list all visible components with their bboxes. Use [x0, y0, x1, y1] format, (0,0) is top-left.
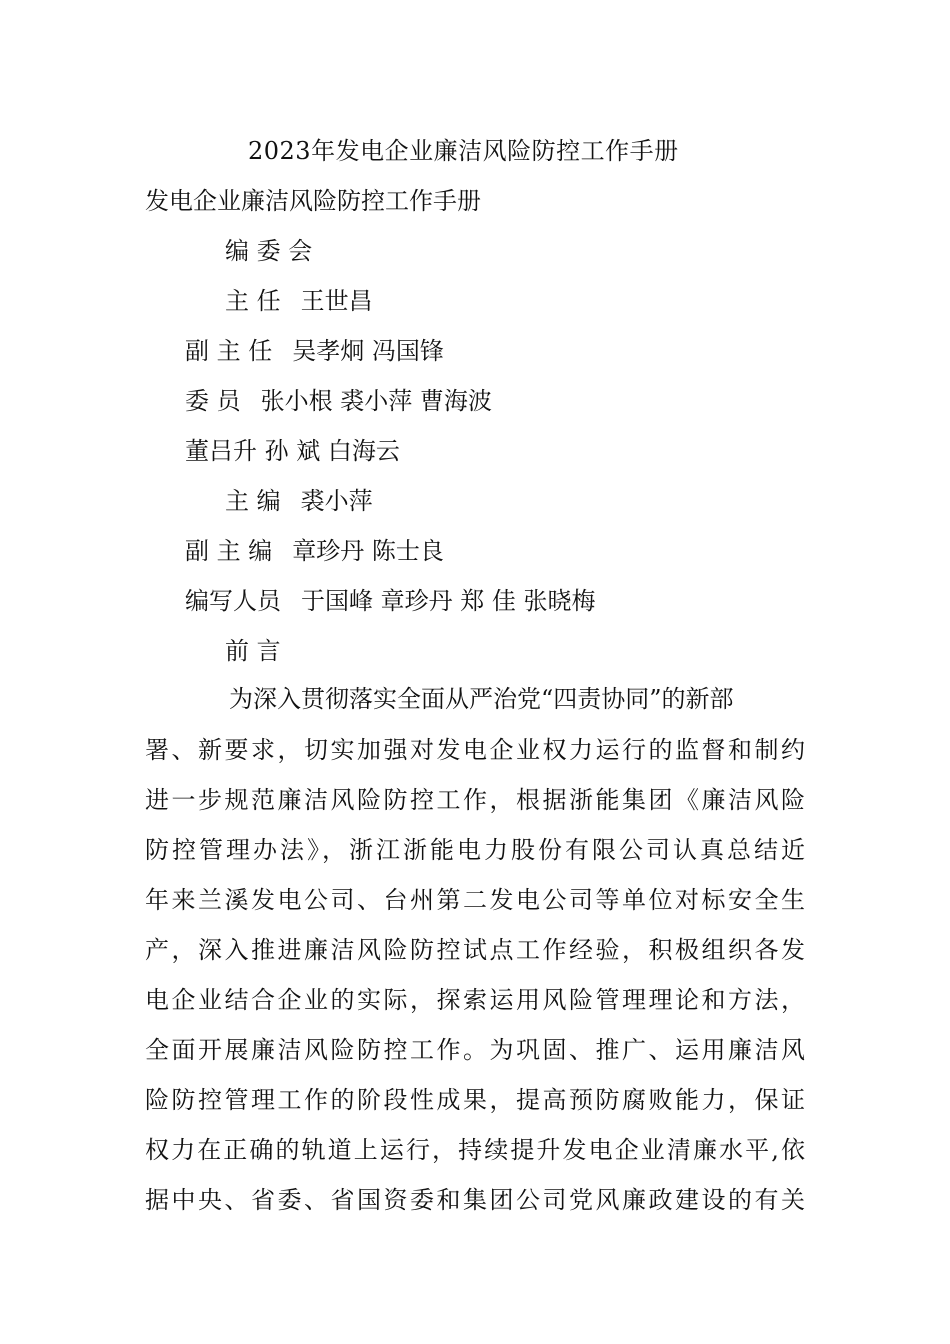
chief-editor-names: 裘小萍 [300, 487, 373, 515]
deputy-director-names: 吴孝炯 冯国锋 [292, 337, 444, 365]
preface-line-10: 权力在正确的轨道上运行，持续提升发电企业清廉水平,依 [145, 1136, 805, 1164]
preface-line-3: 进一步规范廉洁风险防控工作，根据浙能集团《廉洁风险 [145, 786, 805, 814]
preface-line-2: 署、新要求，切实加强对发电企业权力运行的监督和制约 [145, 736, 805, 764]
preface-line-11: 据中央、省委、省国资委和集团公司党风廉政建设的有关 [145, 1186, 805, 1214]
writers-names: 于国峰 章珍丹 郑 佳 张晓梅 [301, 587, 596, 615]
preface-line-6: 产，深入推进廉洁风险防控试点工作经验，积极组织各发 [145, 936, 805, 964]
editorial-board-heading: 编 委 会 [225, 237, 313, 265]
preface-line-8: 全面开展廉洁风险防控工作。为巩固、推广、运用廉洁风 [145, 1036, 805, 1064]
members-continued-line: 董吕升 孙 斌 白海云 [185, 437, 400, 465]
chief-editor-line [225, 486, 373, 516]
preface-line-5: 年来兰溪发电公司、台州第二发电公司等单位对标安全生 [145, 886, 805, 914]
chief-editor-role: 主 编 [225, 487, 281, 515]
preface-line-7: 电企业结合企业的实际，探索运用风险管理理论和方法， [145, 986, 805, 1014]
director-role: 主 任 [225, 287, 281, 315]
preface-paragraph-line [145, 684, 805, 714]
deputy-director-role: 副 主 任 [185, 337, 273, 365]
members-names: 张小根 裘小萍 曹海波 [260, 387, 492, 415]
deputy-editor-names: 章珍丹 陈士良 [292, 537, 444, 565]
deputy-editor-line [185, 536, 444, 566]
writers-line [185, 586, 596, 616]
preface-line-9: 险防控管理工作的阶段性成果，提高预防腐败能力，保证 [145, 1086, 805, 1114]
preface-line-4: 防控管理办法》，浙江浙能电力股份有限公司认真总结近 [145, 836, 805, 864]
preface-heading: 前 言 [225, 637, 281, 665]
document-subtitle: 发电企业廉洁风险防控工作手册 [145, 187, 481, 215]
deputy-director-line [185, 336, 444, 366]
writers-role: 编写人员 [185, 587, 281, 615]
preface-line-1: 为深入贯彻落实全面从严治党“四责协同”的新部 [229, 685, 734, 713]
director-names: 王世昌 [300, 287, 373, 315]
document-title: 2023年发电企业廉洁风险防控工作手册 [248, 137, 679, 165]
director-line [225, 286, 373, 316]
deputy-editor-role: 副 主 编 [185, 537, 273, 565]
members-role: 委 员 [185, 387, 241, 415]
members-line [185, 386, 492, 416]
